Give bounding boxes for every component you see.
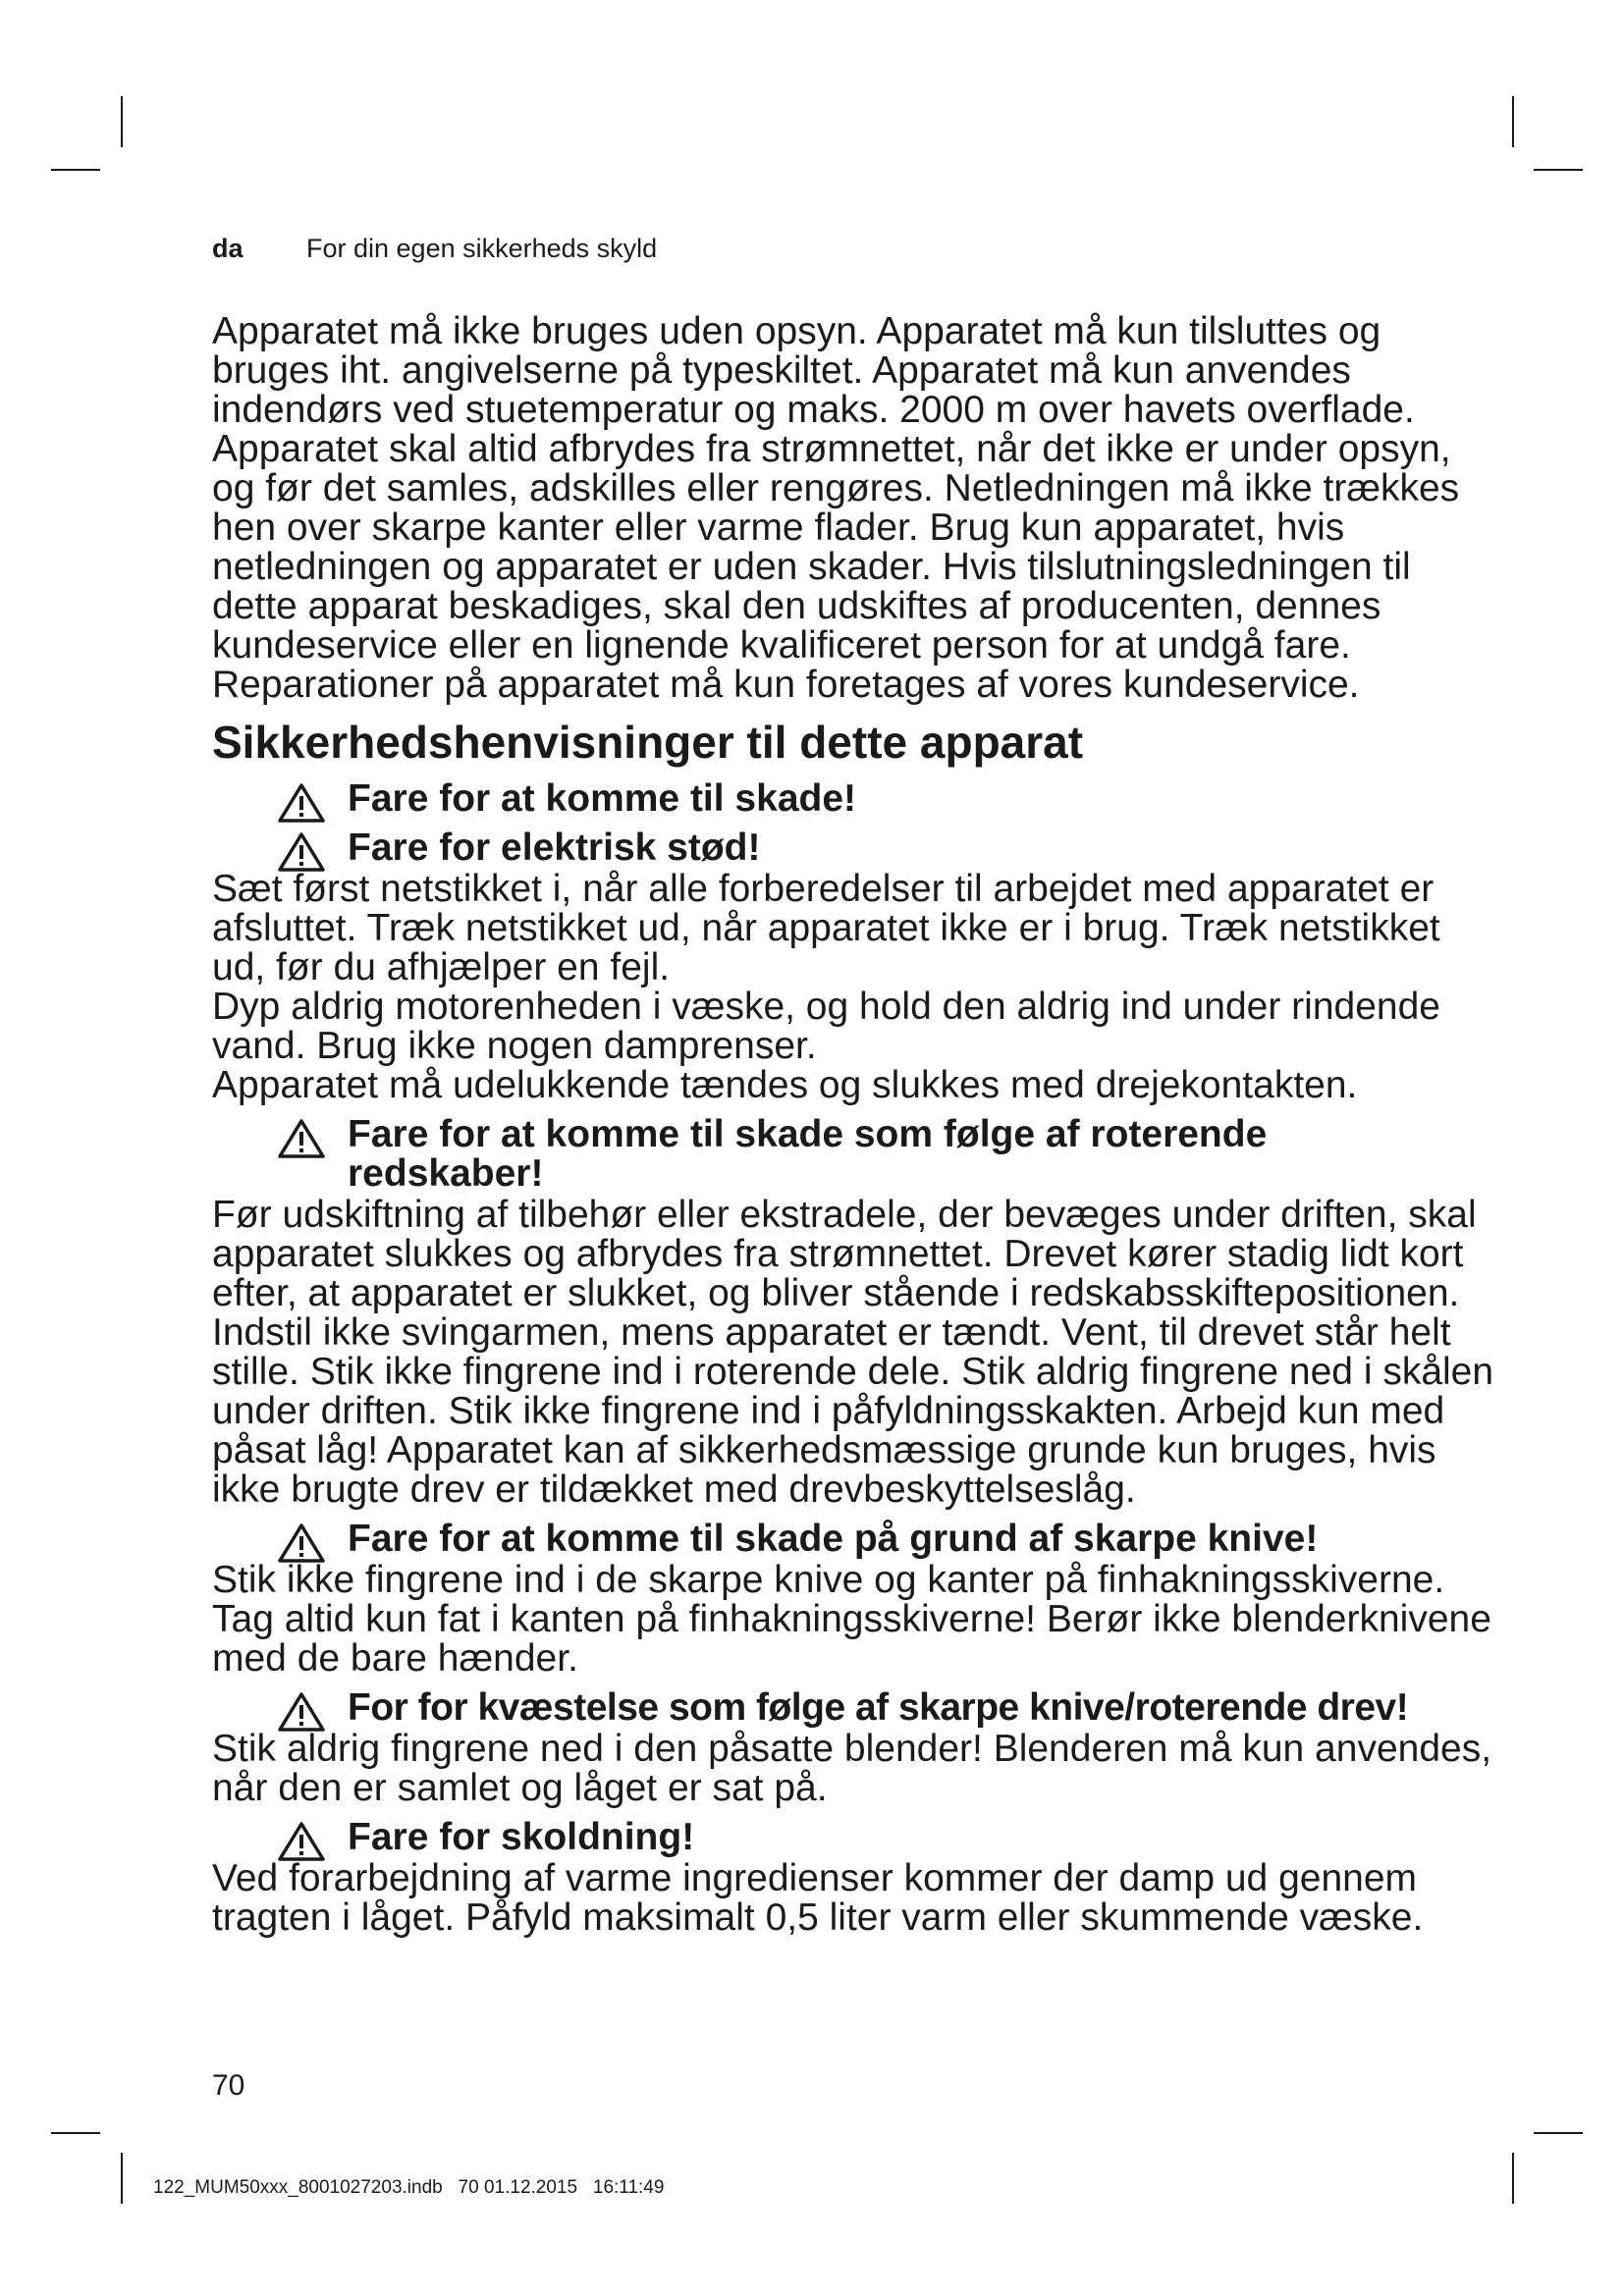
warning-text: Fare for elektrisk stød! <box>348 827 761 869</box>
section-title: Sikkerhedshenvisninger til dette apparat <box>212 717 1084 768</box>
language-code: da <box>212 234 244 263</box>
warning-text: Fare for skoldning! <box>348 1816 695 1858</box>
print-footer: 122_MUM50xxx_8001027203.indb 70 01.12.2015 16:11:49 <box>153 2177 665 2198</box>
paragraph: Sæt først netstikket i, når alle forberedelser til arbejdet med apparatet er afsluttet. Træk netstikket ud, når apparatet ikke er i brug. Træk netstikket ud, før du afhjælper en fejl. <box>212 868 1440 988</box>
warning-triangle-icon <box>277 782 326 824</box>
paragraph: Dyp aldrig motorenheden i væske, og hold den aldrig ind under rindende vand. Brug ikke nogen damprenser. <box>212 986 1440 1067</box>
crop-mark <box>121 96 123 147</box>
warning-text: Fare for at komme til skade på grund af skarpe knive! <box>348 1518 1319 1560</box>
warning-triangle-icon <box>277 1691 326 1733</box>
paragraph: Stik aldrig fingrene ned i den påsatte blender! Blenderen må kun anvendes, når den er samlet og låget er sat på. <box>212 1728 1492 1809</box>
crop-mark <box>51 2132 100 2134</box>
warning-heading <box>212 828 1498 868</box>
intro-paragraph: Apparatet må ikke bruges uden opsyn. Apparatet må kun tilsluttes og bruges iht. angivelserne på typeskiltet. Apparatet må kun anvendes indendørs ved stuetemperatur og maks. 2000 m over havets overflade. Apparatet skal altid afbrydes fra strømnettet, når det ikke er under opsyn, og før det samles, adskilles eller rengøres. Netledningen må ikke trækkes hen over skarpe kanter eller varme flader. Brug kun apparatet, hvis netledningen og apparatet er uden skader. Hvis tilslutningsledningen til dette apparat beskadiges, skal den udskiftes af producenten, dennes kundeservice eller en lignende kvalificeret person for at undgå fare. Reparationer på apparatet må kun foretages af vores kundeservice. <box>212 310 1460 706</box>
crop-mark <box>1512 96 1514 147</box>
warning-text: Fare for at komme til skade som følge af roterende redskaber! <box>348 1113 1268 1195</box>
crop-mark <box>1512 2153 1514 2204</box>
paragraph: Stik ikke fingrene ind i de skarpe knive og kanter på finhakningsskiverne. Tag altid kun fat i kanten på finhakningsskiverne! Berør ikke blenderknivene med de bare hænder. <box>212 1559 1491 1680</box>
warning-triangle-icon <box>277 1821 326 1862</box>
paragraph: Ved forarbejdning af varme ingredienser kommer der damp ud gennem tragten i låget. Påfyld maksimalt 0,5 liter varm eller skummende væske. <box>212 1857 1424 1939</box>
crop-mark <box>121 2153 123 2204</box>
crop-mark <box>51 169 100 171</box>
crop-mark <box>1534 2132 1583 2134</box>
warning-heading <box>212 1520 1498 1559</box>
crop-mark <box>1534 169 1583 171</box>
warning-triangle-icon <box>277 831 326 873</box>
paragraph: Apparatet må udelukkende tændes og slukkes med drejekontakten. <box>212 1064 1358 1106</box>
warning-text: For for kvæstelse som følge af skarpe knive/roterende drev! <box>348 1686 1409 1729</box>
header-title: For din egen sikkerheds skyld <box>306 234 658 263</box>
warning-heading <box>212 1818 1498 1857</box>
warning-text: Fare for at komme til skade! <box>348 777 857 820</box>
warning-heading <box>212 1115 1498 1194</box>
warning-triangle-icon <box>277 1118 326 1159</box>
warning-heading <box>212 779 1498 819</box>
document-body <box>212 312 1498 1938</box>
paragraph: Før udskiftning af tilbehør eller ekstradele, der bevæges under driften, skal apparatet slukkes og afbrydes fra strømnettet. Drevet kører stadig lidt kort efter, at apparatet er slukket, og bliver stående i redskabsskiftepositionen. Indstil ikke svingarmen, mens apparatet er tændt. Vent, til drevet står helt stille. Stik ikke fingrene ind i roterende dele. Stik aldrig fingrene ned i skålen under driften. Stik ikke fingrene ind i påfyldningsskakten. Arbejd kun med påsat låg! Apparatet kan af sikkerhedsmæssige grunde kun bruges, hvis ikke brugte drev er tildækket med drevbeskyttelseslåg. <box>212 1194 1494 1511</box>
warning-heading <box>212 1688 1498 1728</box>
page-number: 70 <box>212 2069 245 2102</box>
warning-triangle-icon <box>277 1522 326 1564</box>
page-header <box>212 234 657 264</box>
